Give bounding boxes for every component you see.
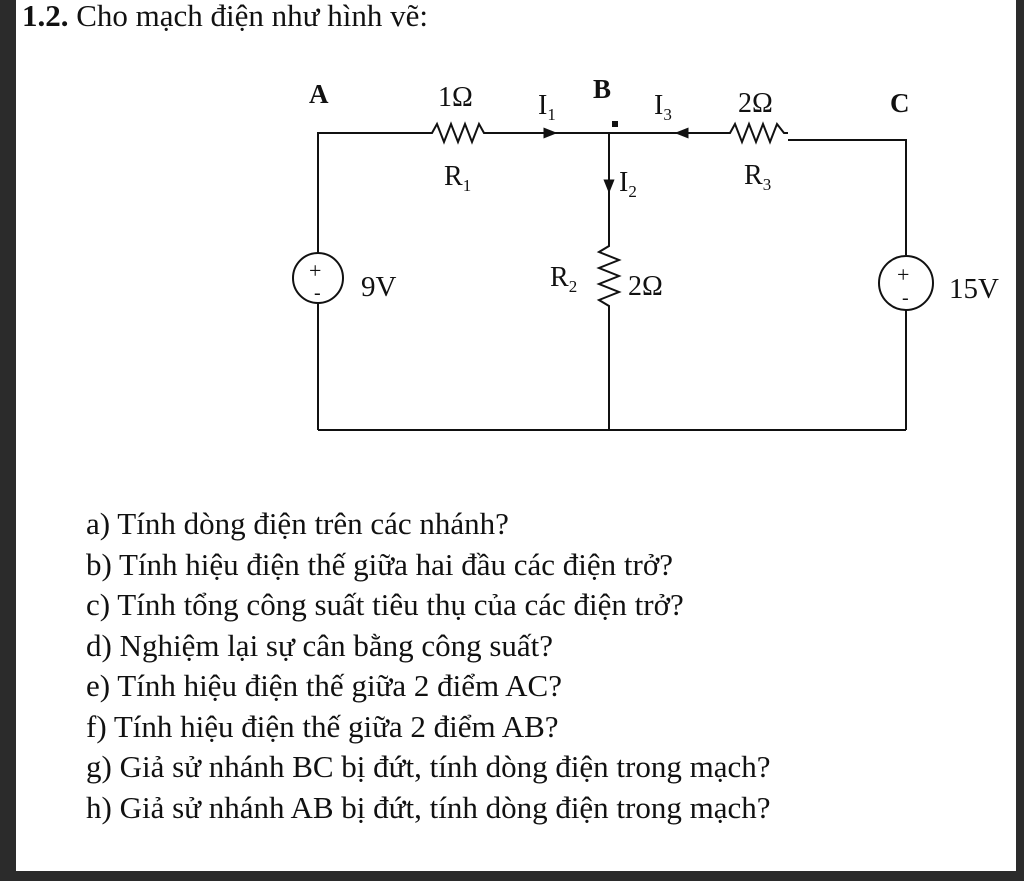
wire-top-left bbox=[318, 133, 428, 145]
r3-name: $R_3$ bbox=[744, 160, 772, 194]
exercise-intro: Cho mạch điện như hình vẽ: bbox=[76, 0, 428, 33]
source-left-plus: + bbox=[309, 258, 322, 283]
document-page bbox=[16, 0, 1016, 871]
source-right-voltage: 15V bbox=[949, 273, 999, 305]
circuit-diagram bbox=[16, 0, 1016, 500]
source-right-plus: + bbox=[897, 262, 910, 287]
r1-name: $R_1$ bbox=[444, 161, 472, 195]
r1-value: 1Ω bbox=[438, 82, 473, 113]
i2-label: $I_2$ bbox=[619, 167, 637, 201]
question-item-f: f) Tính hiệu điện thế giữa 2 điểm AB? bbox=[86, 708, 559, 744]
node-c-label: C bbox=[890, 88, 910, 118]
node-b-label: B bbox=[593, 74, 612, 104]
question-item-e: e) Tính hiệu điện thế giữa 2 điểm AC? bbox=[86, 668, 562, 703]
source-right-minus: - bbox=[902, 287, 909, 309]
question-item-c: c) Tính tổng công suất tiêu thụ của các điện trở? bbox=[86, 587, 684, 622]
question-item-a: a) Tính dòng điện trên các nhánh? bbox=[86, 506, 509, 541]
source-left-voltage: 9V bbox=[361, 271, 397, 303]
resistor-r1 bbox=[428, 124, 488, 142]
i1-label: $I_1$ bbox=[538, 90, 556, 124]
resistor-r2 bbox=[599, 240, 619, 312]
question-item-b: b) Tính hiệu điện thế giữa hai đầu các điện trở? bbox=[86, 546, 673, 582]
question-list bbox=[86, 504, 771, 828]
question-item-h: h) Giả sử nhánh AB bị đứt, tính dòng điện trong mạch? bbox=[86, 789, 771, 825]
r2-name: $R_2$ bbox=[550, 262, 578, 296]
exercise-number: 1.2. bbox=[22, 0, 69, 33]
question-item-g: g) Giả sử nhánh BC bị đứt, tính dòng điện trong mạch? bbox=[86, 749, 771, 784]
i3-label: $I_3$ bbox=[654, 90, 672, 124]
resistor-r3 bbox=[726, 124, 788, 142]
source-left-minus: - bbox=[314, 282, 321, 304]
r3-value: 2Ω bbox=[738, 88, 773, 119]
node-b-dot bbox=[612, 121, 618, 127]
r2-value: 2Ω bbox=[628, 271, 663, 302]
question-item-d: d) Nghiệm lại sự cân bằng công suất? bbox=[86, 627, 554, 663]
node-a-label: A bbox=[309, 79, 329, 109]
wire-top-right bbox=[788, 140, 906, 255]
